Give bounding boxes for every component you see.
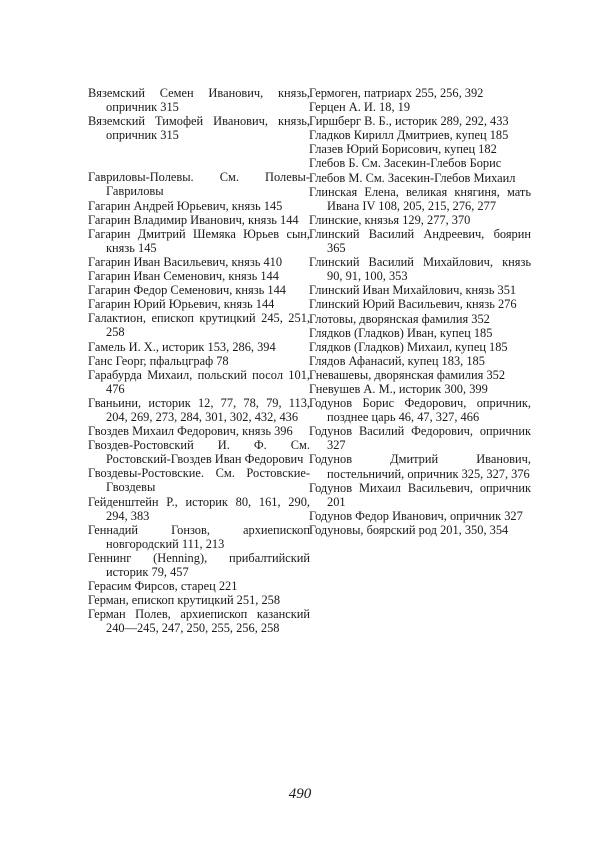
index-entry: Гагарин Владимир Иванович, князь 144 xyxy=(88,212,299,227)
index-column-right xyxy=(309,86,531,537)
index-entry: Гагарин Иван Васильевич, князь 410 xyxy=(88,254,283,269)
index-entry: Гейденштейн Р., историк 80, 161, 290, 294, 383 xyxy=(88,494,310,523)
index-entry: Гарабурда Михаил, польский посол 101, 476 xyxy=(88,367,310,396)
index-entry: Гамель И. Х., историк 153, 286, 394 xyxy=(88,339,276,354)
index-entry: Глядов Афанасий, купец 183, 185 xyxy=(309,353,485,368)
index-entry: Гвоздев Михаил Федорович, князь 396 xyxy=(88,424,293,439)
index-entry: Гагарин Федор Семенович, князь 144 xyxy=(88,283,286,298)
index-entry: Глинский Василий Андреевич, боярин 365 xyxy=(309,226,531,256)
index-entry: Годунов Василий Федорович, опричник 327 xyxy=(309,424,531,453)
index-entry: Герасим Фирсов, старец 221 xyxy=(88,579,238,594)
index-entry: Глинские, князья 129, 277, 370 xyxy=(309,212,471,227)
index-entry: Глазев Юрий Борисович, купец 182 xyxy=(309,142,497,157)
index-entry: Гваньини, историк 12, 77, 78, 79, 113, 204, 269, 273, 284, 301, 302, 432, 436 xyxy=(88,395,310,424)
index-entry: Глинский Юрий Васильевич, князь 276 xyxy=(309,297,517,312)
index-entry: Глядков (Гладков) Иван, купец 185 xyxy=(309,325,493,340)
index-entry: Гневашевы, дворянская фамилия 352 xyxy=(309,367,506,382)
index-entry: Годунов Михаил Васильевич, опричник 201 xyxy=(309,480,531,509)
index-entry: Ганс Георг, пфальцграф 78 xyxy=(88,353,229,368)
index-entry: Гневушев А. М., историк 300, 399 xyxy=(309,381,488,396)
index-entry: Глядков (Гладков) Михаил, купец 185 xyxy=(309,339,508,354)
index-entry: Гагарин Юрий Юрьевич, князь 144 xyxy=(88,297,275,312)
index-entry: Глебов М. См. Засекин-Глебов Михаил xyxy=(309,170,516,185)
index-entry: Геннадий Гонзов, архиепископ новгородский 111, 213 xyxy=(88,522,310,551)
index-entry: Гагарин Дмитрий Шемяка Юрьев сын, князь 145 xyxy=(88,226,310,255)
index-entry: Глотовы, дворянская фамилия 352 xyxy=(309,311,490,326)
index-entry: Годуновы, боярский род 201, 350, 354 xyxy=(309,522,509,537)
index-entry: Годунов Федор Иванович, опричник 327 xyxy=(309,508,523,523)
index-column-left xyxy=(88,86,310,635)
index-entry: Годунов Дмитрий Иванович, постельничий, опричник 325, 327, 376 xyxy=(309,452,531,481)
index-entry: Гвоздев-Ростовский И. Ф. См. Ростовский-Гвоздев Иван Федорович xyxy=(88,438,310,467)
index-entry: Гермоген, патриарх 255, 256, 392 xyxy=(309,86,484,100)
index-entry: Гавриловы-Полевы. См. Полевы-Гавриловы xyxy=(88,170,310,199)
index-entry: Герман, епископ крутицкий 251, 258 xyxy=(88,593,281,608)
index-entry: Герцен А. И. 18, 19 xyxy=(309,100,411,115)
index-entry: Глебов Б. См. Засекин-Глебов Борис xyxy=(309,156,502,171)
index-entry: Герман Полев, архиепископ казанский 240—245, 247, 250, 255, 256, 258 xyxy=(88,607,310,636)
page-number: 490 xyxy=(288,786,312,802)
index-entry: Вяземский Семен Иванович, князь, опричник 315 xyxy=(88,86,310,115)
index-entry: Галактион, епископ крутицкий 245, 251, 258 xyxy=(88,311,310,340)
index-entry: Глинский Иван Михайлович, князь 351 xyxy=(309,283,517,298)
index-entry: Гвоздевы-Ростовские. См. Ростовские-Гвоздевы xyxy=(88,466,310,495)
index-entry: Вяземский Тимофей Иванович, князь, опричник 315 xyxy=(88,114,310,143)
index-entry: Гиршберг В. Б., историк 289, 292, 433 xyxy=(309,114,509,129)
index-entry: Гагарин Андрей Юрьевич, князь 145 xyxy=(88,198,283,213)
index-entry: Геннинг (Henning), прибалтийский историк 79, 457 xyxy=(88,550,310,579)
index-entry: Глинская Елена, великая княгиня, мать Ивана IV 108, 205, 215, 276, 277 xyxy=(309,184,531,213)
index-entry: Гагарин Иван Семенович, князь 144 xyxy=(88,269,279,284)
index-entry: Гладков Кирилл Дмитриев, купец 185 xyxy=(309,128,509,143)
index-entry: Годунов Борис Федорович, опричник, позднее царь 46, 47, 327, 466 xyxy=(309,396,531,425)
index-entry: Глинский Василий Михайлович, князь 90, 91, 100, 353 xyxy=(309,255,531,284)
